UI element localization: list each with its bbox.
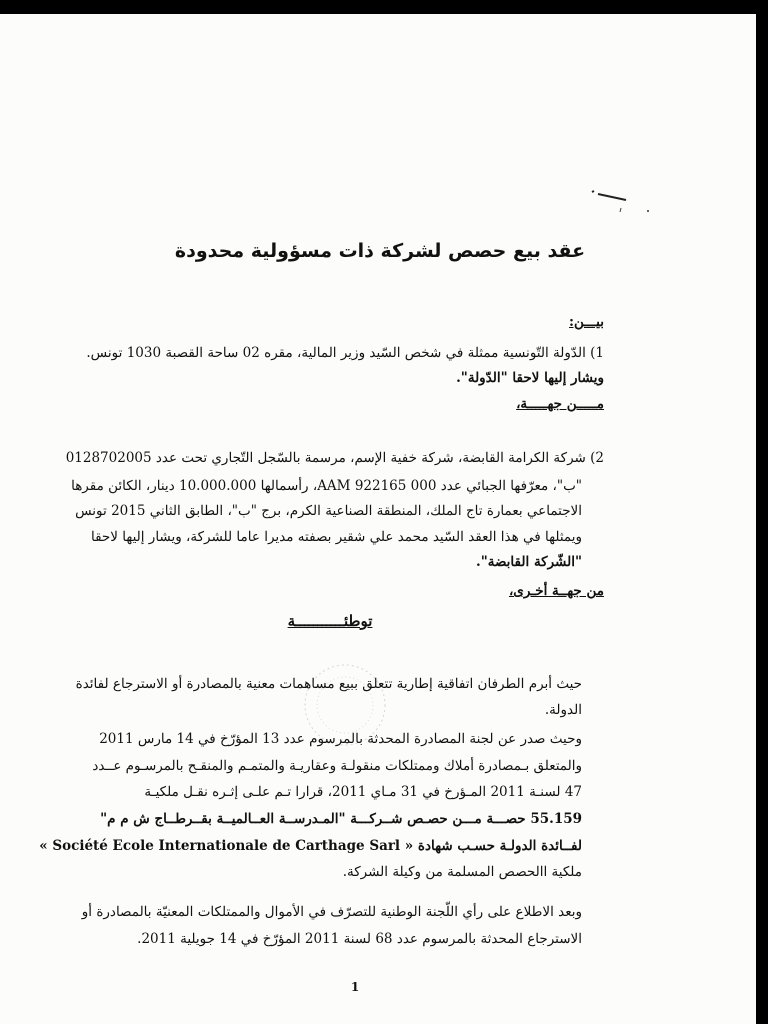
document-title: عقد بيع حصص لشركة ذات مسؤولية محدودة (174, 240, 586, 262)
preamble-p3-line2: الاسترجاع المحدثة بالمرسوم عدد 68 لسنة 2011 المؤرّخ في 14 جويلية 2011. (137, 931, 582, 947)
preamble-p2-line2: والمتعلق بـمصادرة أملاك وممتلكات منقولـة وعقاريـة والمتمـم والمنقـح بالمرسـوم عــدد (92, 758, 582, 774)
from-other-side: من جهــة أخـرى، (508, 583, 604, 599)
party1-line2: ويشار إليها لاحقا "الدّولة". (456, 370, 604, 386)
party1-line1: 1) الدّولة التّونسية ممثلة في شخص السّيد وزير المالية، مقره 02 ساحة القصبة 1030 تونس. (86, 345, 604, 361)
party2-line4: ويمثلها في هذا العقد السّيد محمد علي شقير بصفته مديرا عاما للشركة، ويشار إليها لاحقا (90, 529, 582, 545)
page-number: 1 (350, 980, 360, 994)
from-one-side: مـــــن جهـــــة، (516, 396, 604, 412)
preamble-p3-line1: وبعد الاطلاع على رأي اللّجنة الوطنية للتصرّف في الأموال والممتلكات المعنيّة بالمصادرة أو (81, 904, 582, 920)
preamble-p2-line3: 47 لسنـة 2011 المـؤرخ في 31 مـاي 2011، قرارا تـم علـى إثـره نقـل ملكيـة (144, 784, 582, 800)
party2-line3: الاجتماعي بعمارة تاج الملك، المنطقة الصناعية الكرم، برج "ب"، الطابق الثاني 2015 تونس (75, 503, 582, 519)
party2-line1: 2) شركة الكرامة القابضة، شركة خفية الإسم، مرسمة بالسّجل التّجاري تحت عدد 0128702005 (65, 450, 604, 466)
party2-line2: "ب"، معرّفها الجبائي عدد 000 922165 AAM، رأسمالها 10.000.000 دينار، الكائن مقرها (71, 478, 582, 494)
preamble-p2-line1: وحيث صدر عن لجنة المصادرة المحدثة بالمرسوم عدد 13 المؤرّخ في 14 مارس 2011 (99, 731, 582, 747)
preamble-p2-line6: ملكية االحصص المسلمة من وكيلة الشركة. (342, 864, 582, 880)
party2-line5: "الشّركة القابضة". (476, 554, 582, 570)
preamble-p2-line5: « Société Ecole Internationale de Carthage Sarl » لفــائدة الدولـة حسـب شهادة (39, 838, 582, 854)
preamble-p1-line2: الدولة. (544, 702, 582, 718)
handwritten-mark (590, 186, 650, 216)
between-label: بيـــن: (569, 314, 604, 330)
preamble-heading: توطئـــــــــــة (287, 612, 373, 630)
preamble-p2-line4: 55.159 حصـــة مـــن حصـص شــركـــة "المـدرســة العــالميــة بقــرطــاج ش م م" (100, 811, 582, 827)
preamble-p1-line1: حيث أبرم الطرفان اتفاقية إطارية تتعلق ببيع مساهمات معنية بالمصادرة أو الاسترجاع لفائدة (75, 676, 582, 692)
